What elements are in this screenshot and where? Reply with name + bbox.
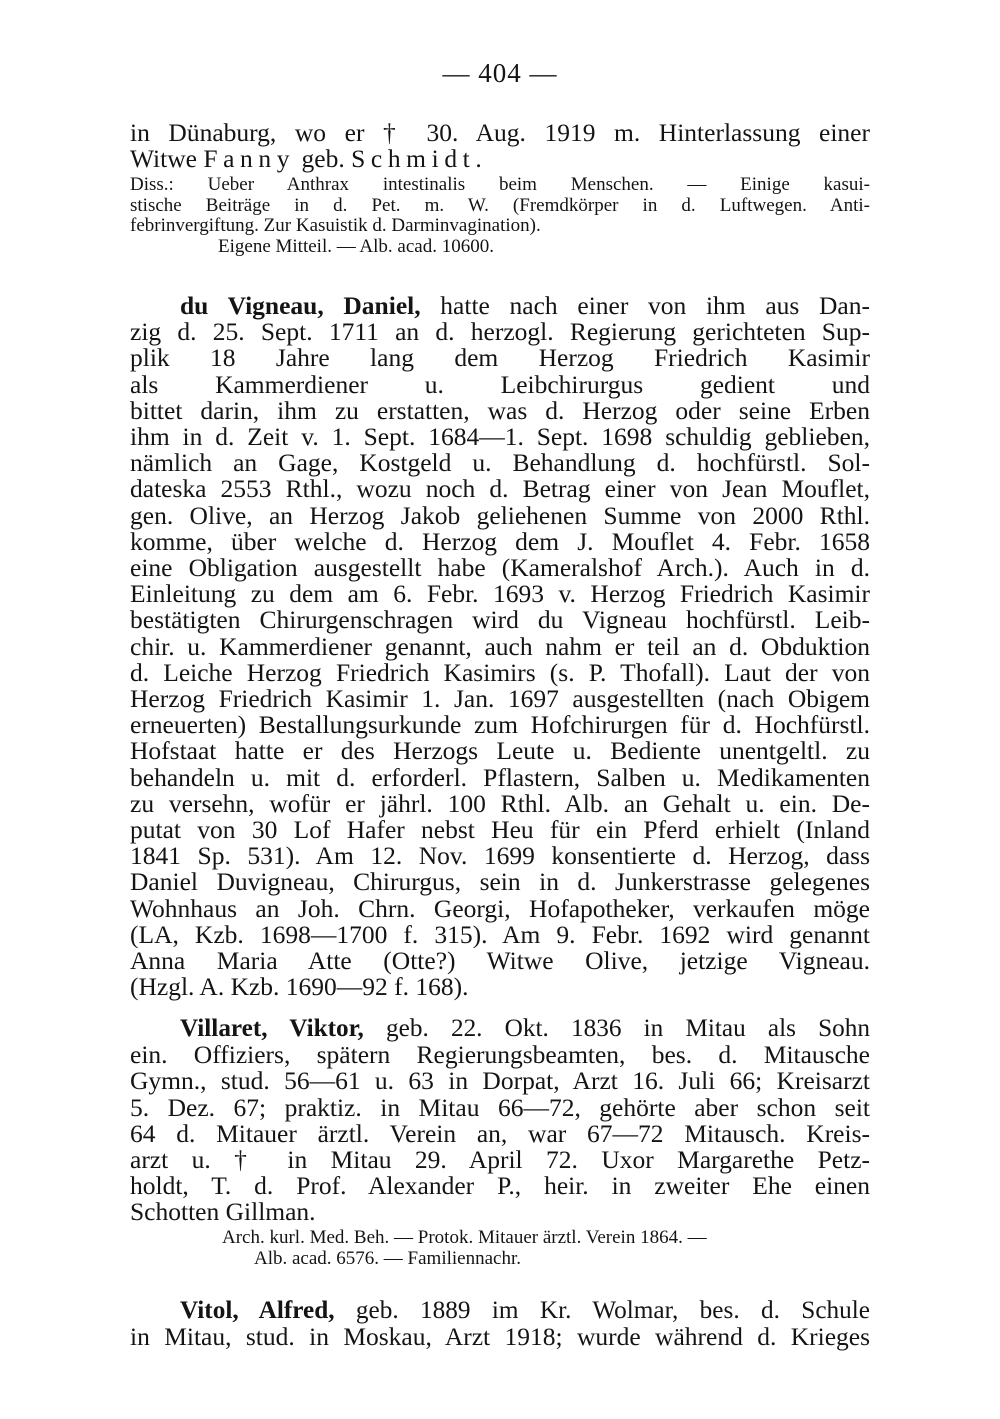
text-line: gen. Olive, an Herzog Jakob geliehenen Summe von 2000 Rthl. — [130, 500, 870, 530]
text-line: dateska 2553 Rthl., wozu noch d. Betrag einer von Jean Mouflet, — [130, 474, 870, 504]
text-line: ein. Offiziers, spätern Regierungsbeamten, bes. d. Mitausche — [130, 1040, 870, 1070]
text-line: plik 18 Jahre lang dem Herzog Friedrich Kasimir — [130, 343, 870, 373]
entry-heading-line: du Vigneau, Daniel, hatte nach einer von ihm aus Dan- — [180, 291, 870, 320]
reference-line: Arch. kurl. Med. Beh. — Protok. Mitauer ärztl. Verein 1864. — — [222, 1227, 707, 1248]
entry-name: du Vigneau, Daniel, — [180, 291, 421, 320]
entry-du-vigneau — [130, 293, 870, 1000]
text-line: Anna Maria Atte (Otte?) Witwe Olive, jetzige Vigneau. — [130, 946, 870, 976]
text-line: erneuerten) Bestallungsurkunde zum Hofchirurgen für d. Hochfürstl. — [130, 710, 870, 740]
text-line: in Mitau, stud. in Moskau, Arzt 1918; wurde während d. Krieges — [130, 1322, 870, 1352]
text-line: als Kammerdiener u. Leibchirurgus gedient und — [130, 369, 870, 399]
text-line: (Hzgl. A. Kzb. 1690—92 f. 168). — [130, 972, 469, 1002]
text-line: 5. Dez. 67; praktiz. in Mitau 66—72, gehörte aber schon seit — [130, 1092, 870, 1122]
text-line: ihm in d. Zeit v. 1. Sept. 1684—1. Sept. 1698 schuldig geblieben, — [130, 422, 870, 452]
entry-name: Vitol, Alfred, — [180, 1297, 335, 1324]
text-line: in Dünaburg, wo er † 30. Aug. 1919 m. Hinterlassung einer — [130, 118, 870, 147]
text-line: 1841 Sp. 531). Am 12. Nov. 1699 konsentierte d. Herzog, dass — [130, 841, 870, 871]
entry-villaret-references — [222, 1228, 872, 1269]
text-line: Witwe Fanny geb. Schmidt. — [130, 144, 488, 174]
text-line: arzt u. † in Mitau 29. April 72. Uxor Margarethe Petz- — [130, 1145, 870, 1175]
text-line: holdt, T. d. Prof. Alexander P., heir. in zweiter Ehe einen — [130, 1171, 870, 1201]
entry-villaret — [130, 1016, 870, 1226]
text-line: zu versehn, wofür er jährl. 100 Rthl. Alb. an Gehalt u. ein. De- — [130, 788, 870, 818]
text-line: Hofstaat hatte er des Herzogs Leute u. Bediente unentgeltl. zu — [130, 736, 870, 766]
text-line: putat von 30 Lof Hafer nebst Heu für ein Pferd erhielt (Inland — [130, 815, 870, 845]
entry-heading-line: Villaret, Viktor, geb. 22. Okt. 1836 in Mitau als Sohn — [180, 1015, 870, 1042]
text-line: Herzog Friedrich Kasimir 1. Jan. 1697 ausgestellten (nach Obigem — [130, 684, 870, 714]
page-number: — 404 — — [442, 58, 558, 88]
reference-line: stische Beiträge in d. Pet. m. W. (Fremdkörper in d. Luftwegen. Anti- — [130, 194, 870, 216]
text-line: komme, über welche d. Herzog dem J. Mouflet 4. Febr. 1658 — [130, 526, 870, 556]
entry-previous-continuation — [130, 120, 870, 172]
reference-line: Eigene Mitteil. — Alb. acad. 10600. — [218, 235, 494, 257]
reference-line: Diss.: Ueber Anthrax intestinalis beim Menschen. — Einige kasui- — [130, 174, 870, 195]
text-line: Wohnhaus an Joh. Chrn. Georgi, Hofapotheker, verkaufen möge — [130, 893, 870, 923]
text-line: bittet darin, ihm zu erstatten, was d. Herzog oder seine Erben — [130, 395, 870, 425]
text-line: 64 d. Mitauer ärztl. Verein an, war 67—72 Mitausch. Kreis- — [130, 1118, 870, 1148]
entry-name: Villaret, Viktor, — [180, 1015, 364, 1042]
entry-previous-references — [130, 175, 870, 257]
entry-vitol — [130, 1298, 870, 1350]
text-line: d. Leiche Herzog Friedrich Kasimirs (s. P. Thofall). Laut der von — [130, 657, 870, 687]
text-line: eine Obligation ausgestellt habe (Kameralshof Arch.). Auch in d. — [130, 553, 870, 583]
text-line: chir. u. Kammerdiener genannt, auch nahm er teil an d. Obduktion — [130, 631, 870, 661]
text-line: (LA, Kzb. 1698—1700 f. 315). Am 9. Febr. 1692 wird genannt — [130, 919, 870, 949]
text-line: zig d. 25. Sept. 1711 an d. herzogl. Regierung gerichteten Sup- — [130, 317, 870, 347]
text-line: Einleitung zu dem am 6. Febr. 1693 v. Herzog Friedrich Kasimir — [130, 579, 870, 609]
entry-heading-line: Vitol, Alfred, geb. 1889 im Kr. Wolmar, bes. d. Schule — [180, 1297, 870, 1324]
reference-line: febrinvergiftung. Zur Kasuistik d. Darminvagination). — [130, 215, 541, 236]
reference-line: Alb. acad. 6576. — Familiennachr. — [254, 1247, 521, 1269]
text-line: Daniel Duvigneau, Chirurgus, sein in d. Junkerstrasse gelegenes — [130, 867, 870, 897]
text-line: Gymn., stud. 56—61 u. 63 in Dorpat, Arzt 16. Juli 66; Kreisarzt — [130, 1066, 870, 1096]
text-line: behandeln u. mit d. erforderl. Pflastern, Salben u. Medikamenten — [130, 762, 870, 792]
text-line: Schotten Gillman. — [130, 1197, 316, 1227]
text-line: bestätigten Chirurgenschragen wird du Vigneau hochfürstl. Leib- — [130, 605, 870, 635]
text-line: nämlich an Gage, Kostgeld u. Behandlung d. hochfürstl. Sol- — [130, 448, 870, 478]
